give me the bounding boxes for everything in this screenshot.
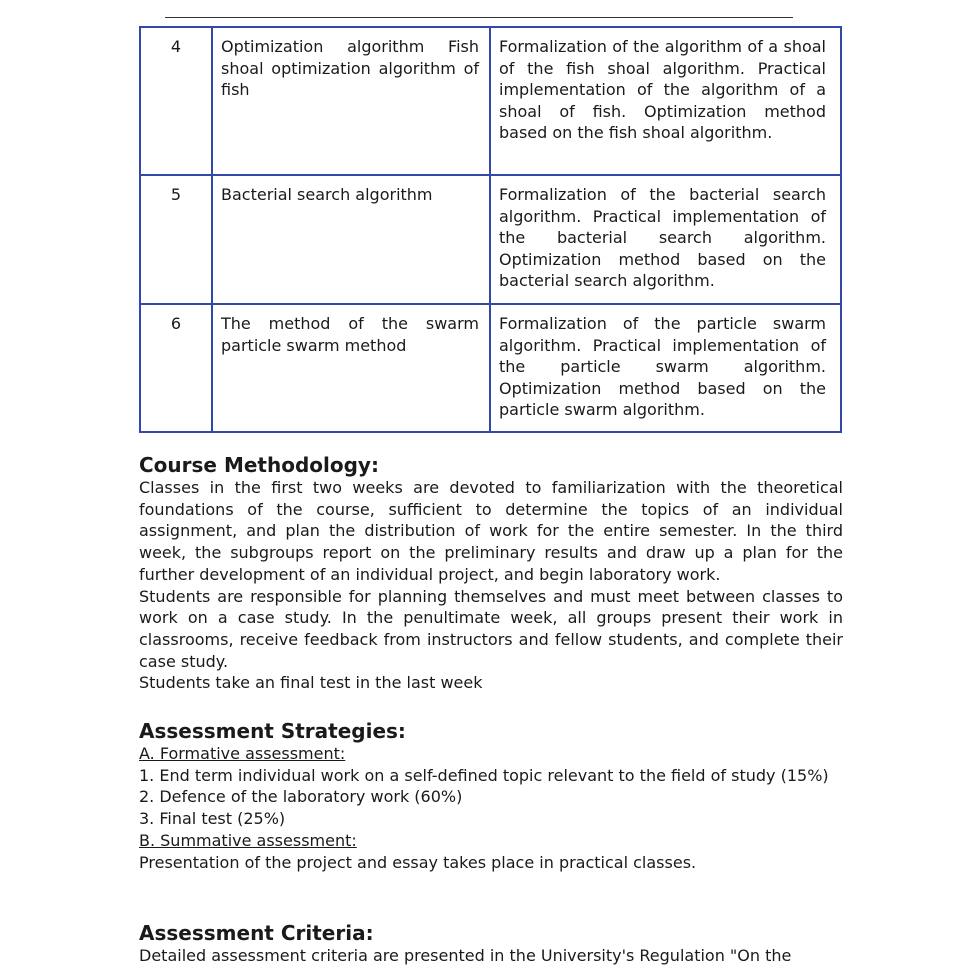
topic-description: Formalization of the algorithm of a shoal of the fish shoal algorithm. Practical implementation of the algorithm of a shoal of fish. Optimization method based on the fish shoal algorithm.	[490, 27, 841, 175]
section-heading: Assessment Criteria:	[139, 921, 374, 945]
topic-number: 5	[140, 175, 212, 304]
formative-assessment-label: A. Formative assessment:	[139, 744, 346, 763]
table-row	[140, 304, 841, 432]
paragraph: Students take an final test in the last week	[139, 673, 483, 693]
topic-title: Optimization algorithm Fish shoal optimization algorithm of fish	[212, 27, 490, 175]
list-item: 1. End term individual work on a self-defined topic relevant to the field of study (15%)	[139, 765, 829, 785]
list-item: 3. Final test (25%)	[139, 809, 286, 829]
topic-number: 4	[140, 27, 212, 175]
summative-assessment-label: B. Summative assessment:	[139, 830, 357, 850]
topic-title: The method of the swarm particle swarm method	[212, 304, 490, 432]
course-topics-table	[139, 26, 842, 433]
paragraph: Presentation of the project and essay takes place in practical classes.	[139, 852, 697, 872]
topic-title: Bacterial search algorithm	[212, 175, 490, 304]
top-divider-line	[165, 17, 793, 18]
list-item: 2. Defence of the laboratory work (60%)	[139, 787, 463, 807]
topic-description: Formalization of the bacterial search algorithm. Practical implementation of the bacterial search algorithm. Optimization method based on the bacterial search algorithm.	[490, 175, 841, 304]
topic-number: 6	[140, 304, 212, 432]
paragraph: Students are responsible for planning themselves and must meet between classes to work on a case study. In the penultimate week, all groups present their work in classrooms, receive feedback from instructors and fellow students, and complete their case study.	[139, 586, 843, 671]
paragraph: Classes in the first two weeks are devoted to familiarization with the theoretical foundations of the course, sufficient to determine the topics of an individual assignment, and plan the distribution of work for the entire semester. In the third week, the subgroups report on the preliminary results and draw up a plan for the further development of an individual project, and begin laboratory work.	[139, 478, 843, 584]
section-heading: Course Methodology:	[139, 453, 379, 477]
course-methodology-section	[139, 453, 843, 694]
paragraph: Detailed assessment criteria are presented in the University's Regulation "On the	[139, 946, 792, 965]
section-heading: Assessment Strategies:	[139, 719, 406, 743]
topic-description: Formalization of the particle swarm algorithm. Practical implementation of the particle swarm algorithm. Optimization method based on the particle swarm algorithm.	[490, 304, 841, 432]
table-row	[140, 27, 841, 175]
assessment-strategies-section	[139, 719, 843, 873]
table-row	[140, 175, 841, 304]
